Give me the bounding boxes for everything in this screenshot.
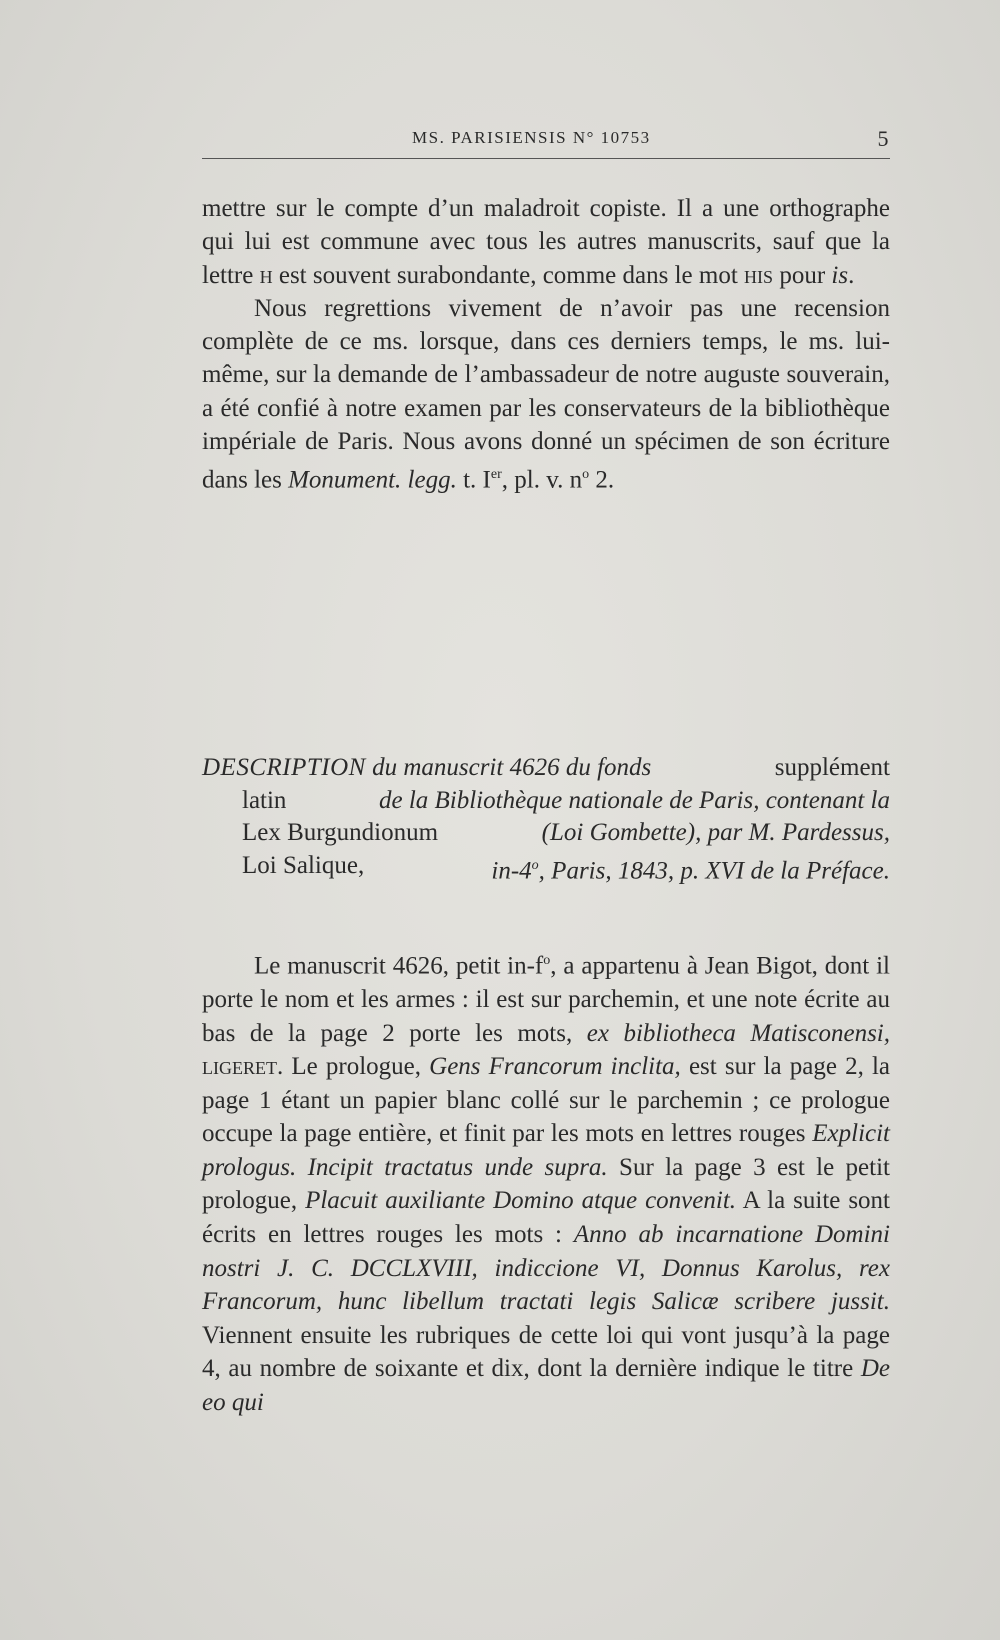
- latin-quote: Gens Francorum inclita,: [429, 1053, 681, 1081]
- paragraph-text: A la suite sont écrits en lettres rouges les mots :: [202, 1187, 890, 1249]
- body-text-bottom: [202, 944, 890, 1420]
- paragraph-text: .: [848, 261, 855, 289]
- letter-h: h: [259, 261, 273, 289]
- heading-line: [202, 785, 890, 818]
- header-rule: [202, 158, 890, 159]
- superscript: o: [543, 953, 551, 968]
- heading-text: supplément: [774, 754, 890, 781]
- paragraph-text: , pl. v. n: [501, 466, 583, 494]
- word-his: his: [744, 261, 774, 289]
- latin-quote: Anno ab incarnatione Domini nostri J. C. DCCLXVIII, indiccione VI, Donnus Karolus, rex Francorum, hunc libellum tractati legis Salicæ scribere jussit.: [202, 1221, 891, 1316]
- body-text-top: [202, 192, 890, 497]
- heading-text: in-4: [491, 856, 532, 884]
- heading-text: latin: [242, 786, 287, 814]
- section-heading-description: [202, 752, 890, 887]
- heading-line: [202, 817, 890, 850]
- work-title: Monument. legg.: [288, 466, 457, 494]
- latin-quote: De eo qui: [202, 1355, 890, 1417]
- heading-label: DESCRIPTION: [202, 754, 366, 781]
- paragraph-text: mettre sur le compte d’un maladroit copiste. Il a une orthographe qui lui est commune avec tous les autres manuscrits, sauf que la lettre: [202, 195, 890, 289]
- paragraph-text: Sur la page 3 est le petit prologue,: [202, 1153, 890, 1215]
- word-is: is: [831, 261, 849, 289]
- paragraph-text: . Le prologue,: [276, 1053, 430, 1081]
- paragraph-text: est sur la page 2, la page 1 étant un papier blanc collé sur le parchemin ; ce prologue occupe la page entière, et finit par les mots en lettres rouges: [202, 1053, 890, 1148]
- latin-quote: Explicit prologus. Incipit tractatus unde supra.: [202, 1120, 890, 1181]
- latin-quote: Placuit auxiliante Domino atque convenit.: [305, 1187, 737, 1215]
- paragraph-text: 2.: [589, 466, 615, 494]
- latin-quote: ex bibliotheca Matisconensi,: [586, 1019, 890, 1047]
- heading-text: de la Bibliothèque nationale de Paris, contenant la: [378, 786, 890, 814]
- page-number: 5: [877, 126, 890, 151]
- running-header: [202, 126, 890, 156]
- name-ligeret: ligeret: [202, 1053, 277, 1081]
- paragraph-recension: [202, 292, 890, 497]
- paragraph-text: t. I: [456, 466, 491, 494]
- heading-text: Loi Salique,: [242, 851, 365, 879]
- superscript: er: [490, 467, 502, 483]
- paragraph-text: Nous regrettions vivement de n’avoir pas une recension complète de ce ms. lorsque, dans ces derniers temps, le ms. lui-même, sur la demande de l’ambassadeur de notre auguste souverain, a été confié à notre examen par les conservateurs de la bibliothèque impériale de Paris. Nous avons donné un spécimen de son écriture dans les: [202, 294, 890, 494]
- heading-line: [202, 752, 890, 785]
- heading-text: du manuscrit 4626 du fonds: [365, 754, 652, 781]
- heading-text: (Loi Gombette), par M. Pardessus,: [541, 819, 890, 846]
- paragraph-orthographe: [202, 192, 890, 292]
- heading-text: Lex Burgundionum: [242, 819, 439, 846]
- paragraph-text: Viennent ensuite les rubriques de cette loi qui vont jusqu’à la page 4, au nombre de soixante et dix, dont la dernière indique le titre: [202, 1321, 890, 1383]
- running-title: MS. PARISIENSIS N° 10753: [412, 128, 651, 147]
- superscript: o: [582, 467, 590, 483]
- paragraph-text: Le manuscrit 4626, petit in-f: [254, 952, 544, 980]
- paragraph-text: , a appartenu à Jean Bigot, dont il porte le nom et les armes : il est sur parchemin, et une note écrite au bas de la page 2 porte les mots,: [202, 952, 891, 1047]
- heading-text: , Paris, 1843, p. XVI de la Préface.: [538, 856, 890, 884]
- paragraph-text: est souvent surabondante, comme dans le mot: [272, 261, 745, 289]
- heading-line: [202, 850, 890, 888]
- paragraph-manuscrit: [202, 944, 890, 1420]
- superscript: o: [531, 857, 539, 873]
- paragraph-text: pour: [773, 261, 832, 289]
